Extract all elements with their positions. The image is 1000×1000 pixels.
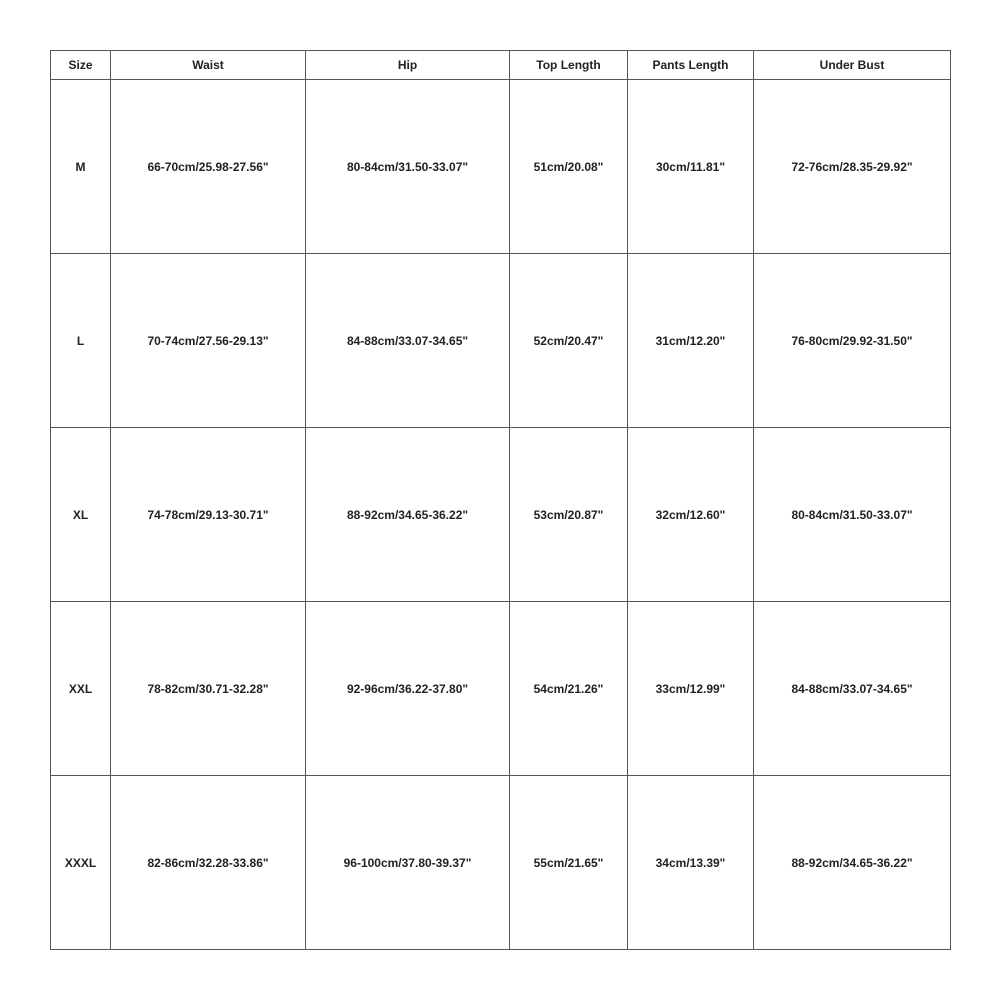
cell-waist: 74-78cm/29.13-30.71" xyxy=(111,428,306,602)
cell-waist: 78-82cm/30.71-32.28" xyxy=(111,602,306,776)
table-row xyxy=(51,428,951,602)
cell-size: XXXL xyxy=(51,776,111,950)
cell-waist: 70-74cm/27.56-29.13" xyxy=(111,254,306,428)
cell-under-bust: 84-88cm/33.07-34.65" xyxy=(754,602,951,776)
cell-top-length: 51cm/20.08" xyxy=(510,80,628,254)
cell-size: L xyxy=(51,254,111,428)
table-row xyxy=(51,776,951,950)
cell-waist: 66-70cm/25.98-27.56" xyxy=(111,80,306,254)
table-row xyxy=(51,80,951,254)
cell-under-bust: 76-80cm/29.92-31.50" xyxy=(754,254,951,428)
header-pants-length: Pants Length xyxy=(628,51,754,80)
cell-top-length: 55cm/21.65" xyxy=(510,776,628,950)
cell-top-length: 53cm/20.87" xyxy=(510,428,628,602)
cell-top-length: 52cm/20.47" xyxy=(510,254,628,428)
table-header-row xyxy=(51,51,951,80)
cell-size: XL xyxy=(51,428,111,602)
cell-pants-length: 30cm/11.81" xyxy=(628,80,754,254)
cell-hip: 96-100cm/37.80-39.37" xyxy=(306,776,510,950)
cell-pants-length: 31cm/12.20" xyxy=(628,254,754,428)
cell-under-bust: 72-76cm/28.35-29.92" xyxy=(754,80,951,254)
cell-hip: 88-92cm/34.65-36.22" xyxy=(306,428,510,602)
header-top-length: Top Length xyxy=(510,51,628,80)
header-under-bust: Under Bust xyxy=(754,51,951,80)
cell-pants-length: 34cm/13.39" xyxy=(628,776,754,950)
cell-under-bust: 80-84cm/31.50-33.07" xyxy=(754,428,951,602)
cell-pants-length: 33cm/12.99" xyxy=(628,602,754,776)
cell-size: XXL xyxy=(51,602,111,776)
cell-hip: 92-96cm/36.22-37.80" xyxy=(306,602,510,776)
cell-hip: 80-84cm/31.50-33.07" xyxy=(306,80,510,254)
header-hip: Hip xyxy=(306,51,510,80)
cell-hip: 84-88cm/33.07-34.65" xyxy=(306,254,510,428)
size-chart-table xyxy=(50,50,951,950)
header-waist: Waist xyxy=(111,51,306,80)
cell-under-bust: 88-92cm/34.65-36.22" xyxy=(754,776,951,950)
cell-size: M xyxy=(51,80,111,254)
header-size: Size xyxy=(51,51,111,80)
table-row xyxy=(51,602,951,776)
cell-top-length: 54cm/21.26" xyxy=(510,602,628,776)
cell-pants-length: 32cm/12.60" xyxy=(628,428,754,602)
table-row xyxy=(51,254,951,428)
cell-waist: 82-86cm/32.28-33.86" xyxy=(111,776,306,950)
